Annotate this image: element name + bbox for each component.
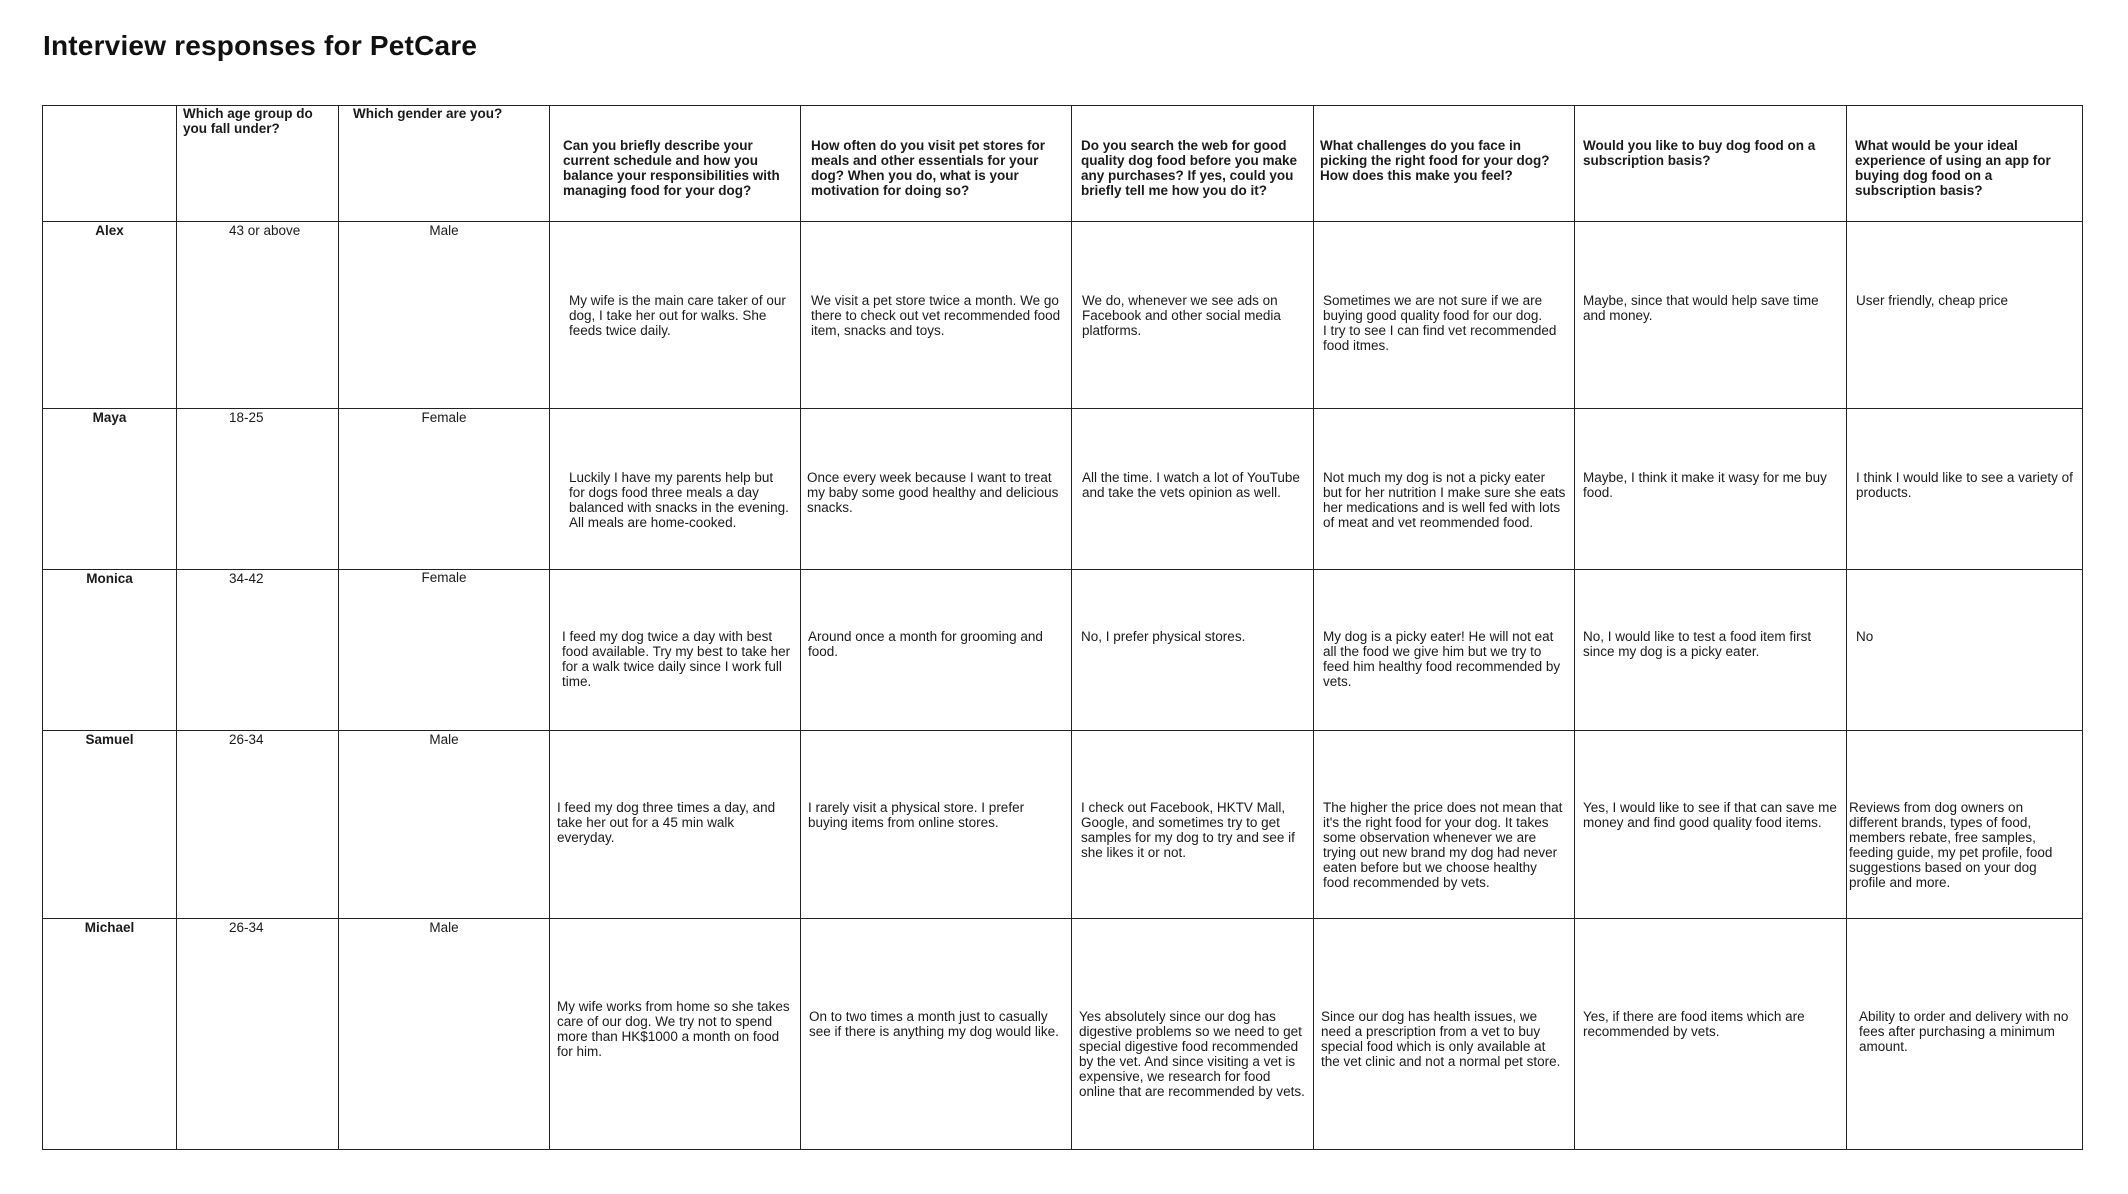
gender-cell: Male (339, 919, 550, 1150)
header-row (43, 106, 2083, 222)
store-visits-answer: I rarely visit a physical store. I prefer buying items from online stores. (801, 731, 1072, 919)
challenges-answer: Not much my dog is not a picky eater but for her nutrition I make sure she eats her medications and is well fed with lots of meat and vet reommended food. (1314, 409, 1575, 570)
gender-cell: Female (339, 570, 550, 731)
challenges-answer: The higher the price does not mean that it's the right food for your dog. It takes some observation whenever we are trying out new brand my dog had never eaten before but we choose healthy food recommended by vets. (1314, 731, 1575, 919)
schedule-answer: I feed my dog twice a day with best food available. Try my best to take her for a walk twice daily since I work full time. (550, 570, 801, 731)
gender-cell: Female (339, 409, 550, 570)
age-group-cell: 34-42 (177, 570, 339, 731)
challenges-answer: Sometimes we are not sure if we are buying good quality food for our dog. I try to see I can find vet recommended food itmes. (1314, 222, 1575, 409)
ideal-app-answer: I think I would like to see a variety of products. (1847, 409, 2083, 570)
web-search-answer: I check out Facebook, HKTV Mall, Google, and sometimes try to get samples for my dog to try and see if she likes it or not. (1072, 731, 1314, 919)
store-visits-answer: We visit a pet store twice a month. We go there to check out vet recommended food item, snacks and toys. (801, 222, 1072, 409)
header-challenges: What challenges do you face in picking the right food for your dog? How does this make you feel? (1314, 106, 1575, 222)
ideal-app-answer: User friendly, cheap price (1847, 222, 2083, 409)
table-row (43, 570, 2083, 731)
header-store-visits: How often do you visit pet stores for meals and other essentials for your dog? When you do, what is your motivation for doing so? (801, 106, 1072, 222)
gender-cell: Male (339, 731, 550, 919)
table-row (43, 222, 2083, 409)
web-search-answer: All the time. I watch a lot of YouTube and take the vets opinion as well. (1072, 409, 1314, 570)
web-search-answer: Yes absolutely since our dog has digestive problems so we need to get special digestive food recommended by the vet. And since visiting a vet is expensive, we research for food online that are recommended by vets. (1072, 919, 1314, 1150)
gender-cell: Male (339, 222, 550, 409)
respondent-name: Maya (43, 409, 177, 570)
respondent-name: Michael (43, 919, 177, 1150)
respondent-name: Samuel (43, 731, 177, 919)
subscription-answer: Yes, if there are food items which are recommended by vets. (1575, 919, 1847, 1150)
schedule-answer: I feed my dog three times a day, and take her out for a 45 min walk everyday. (550, 731, 801, 919)
schedule-answer: My wife works from home so she takes care of our dog. We try not to spend more than HK$1000 a month on food for him. (550, 919, 801, 1150)
header-gender: Which gender are you? (339, 106, 550, 222)
web-search-answer: No, I prefer physical stores. (1072, 570, 1314, 731)
ideal-app-answer: No (1847, 570, 2083, 731)
challenges-answer: Since our dog has health issues, we need a prescription from a vet to buy special food which is only available at the vet clinic and not a normal pet store. (1314, 919, 1575, 1150)
respondent-name: Alex (43, 222, 177, 409)
header-subscription: Would you like to buy dog food on a subscription basis? (1575, 106, 1847, 222)
header-age-group: Which age group do you fall under? (177, 106, 339, 222)
store-visits-answer: Around once a month for grooming and food. (801, 570, 1072, 731)
age-group-cell: 43 or above (177, 222, 339, 409)
subscription-answer: Yes, I would like to see if that can save me money and find good quality food items. (1575, 731, 1847, 919)
web-search-answer: We do, whenever we see ads on Facebook and other social media platforms. (1072, 222, 1314, 409)
schedule-answer: Luckily I have my parents help but for dogs food three meals a day balanced with snacks in the evening. All meals are home-cooked. (550, 409, 801, 570)
schedule-answer: My wife is the main care taker of our dog, I take her out for walks. She feeds twice daily. (550, 222, 801, 409)
table-row (43, 731, 2083, 919)
subscription-answer: Maybe, since that would help save time and money. (1575, 222, 1847, 409)
header-name (43, 106, 177, 222)
subscription-answer: Maybe, I think it make it wasy for me buy food. (1575, 409, 1847, 570)
age-group-cell: 26-34 (177, 919, 339, 1150)
store-visits-answer: Once every week because I want to treat my baby some good healthy and delicious snacks. (801, 409, 1072, 570)
header-web-search: Do you search the web for good quality dog food before you make any purchases? If yes, could you briefly tell me how you do it? (1072, 106, 1314, 222)
page-title: Interview responses for PetCare (43, 30, 478, 61)
age-group-cell: 26-34 (177, 731, 339, 919)
store-visits-answer: On to two times a month just to casually see if there is anything my dog would like. (801, 919, 1072, 1150)
table-row (43, 409, 2083, 570)
subscription-answer: No, I would like to test a food item first since my dog is a picky eater. (1575, 570, 1847, 731)
respondent-name: Monica (43, 570, 177, 731)
challenges-answer: My dog is a picky eater! He will not eat all the food we give him but we try to feed him healthy food recommended by vets. (1314, 570, 1575, 731)
header-ideal-app: What would be your ideal experience of using an app for buying dog food on a subscription basis? (1847, 106, 2083, 222)
ideal-app-answer: Ability to order and delivery with no fees after purchasing a minimum amount. (1847, 919, 2083, 1150)
age-group-cell: 18-25 (177, 409, 339, 570)
ideal-app-answer: Reviews from dog owners on different brands, types of food, members rebate, free samples, feeding guide, my pet profile, food suggestions based on your dog profile and more. (1847, 731, 2083, 919)
table-row (43, 919, 2083, 1150)
interview-table (42, 105, 2083, 1150)
header-schedule: Can you briefly describe your current schedule and how you balance your responsibilities with managing food for your dog? (550, 106, 801, 222)
